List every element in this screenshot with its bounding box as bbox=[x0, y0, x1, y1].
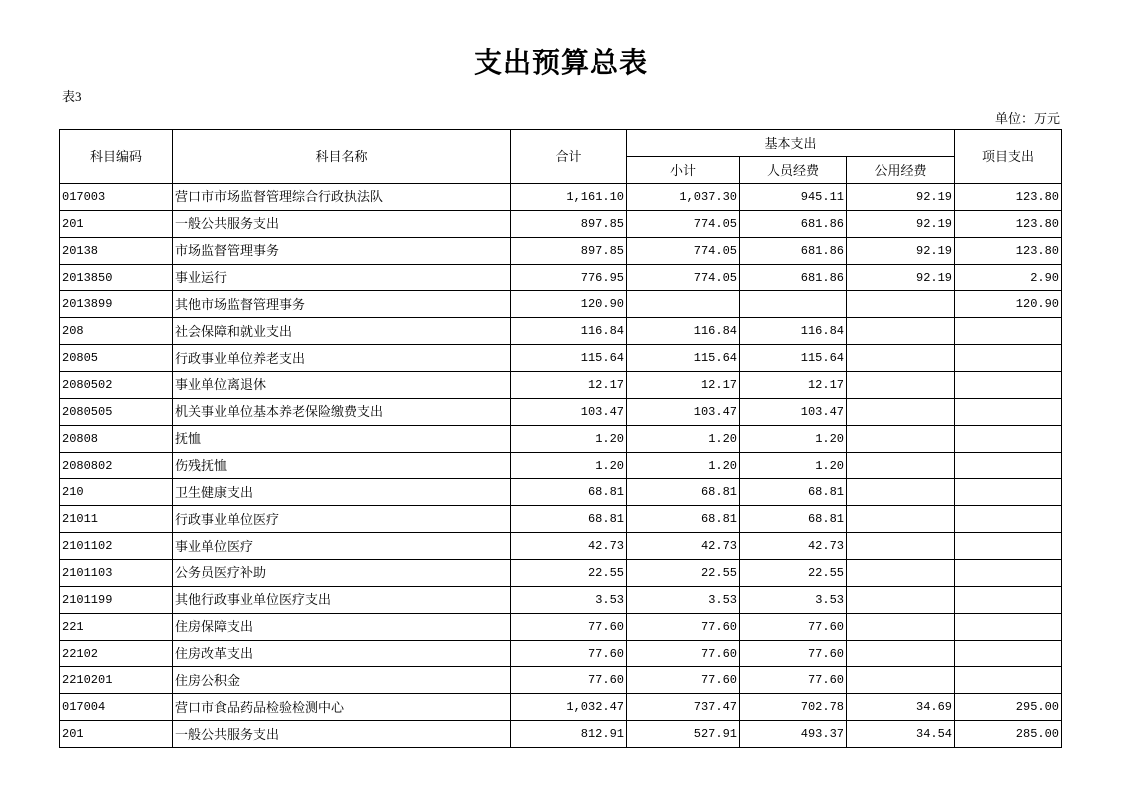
table-row bbox=[60, 694, 1062, 721]
public-cost-value bbox=[847, 613, 955, 640]
project-expense-value bbox=[955, 479, 1062, 506]
project-expense-value bbox=[955, 586, 1062, 613]
total-value: 68.81 bbox=[511, 506, 627, 533]
table-row bbox=[60, 318, 1062, 345]
project-expense-value bbox=[955, 372, 1062, 399]
total-value: 103.47 bbox=[511, 398, 627, 425]
table-row bbox=[60, 291, 1062, 318]
personnel-cost-value: 22.55 bbox=[740, 560, 847, 587]
public-cost-value bbox=[847, 479, 955, 506]
project-expense-value: 295.00 bbox=[955, 694, 1062, 721]
subject-code: 208 bbox=[60, 318, 173, 345]
project-expense-value bbox=[955, 613, 1062, 640]
total-value: 77.60 bbox=[511, 667, 627, 694]
personnel-cost-value: 68.81 bbox=[740, 506, 847, 533]
personnel-cost-value: 681.86 bbox=[740, 264, 847, 291]
project-expense-value: 120.90 bbox=[955, 291, 1062, 318]
personnel-cost-value: 3.53 bbox=[740, 586, 847, 613]
subject-code: 210 bbox=[60, 479, 173, 506]
public-cost-value bbox=[847, 425, 955, 452]
table-row bbox=[60, 264, 1062, 291]
subject-name: 事业运行 bbox=[173, 264, 511, 291]
total-value: 3.53 bbox=[511, 586, 627, 613]
subject-name: 卫生健康支出 bbox=[173, 479, 511, 506]
project-expense-value bbox=[955, 345, 1062, 372]
personnel-cost-value: 115.64 bbox=[740, 345, 847, 372]
personnel-cost-value: 1.20 bbox=[740, 452, 847, 479]
public-cost-value bbox=[847, 398, 955, 425]
table-row bbox=[60, 640, 1062, 667]
table-row bbox=[60, 372, 1062, 399]
basic-subtotal-value: 527.91 bbox=[627, 721, 740, 748]
project-expense-value: 123.80 bbox=[955, 184, 1062, 211]
public-cost-value: 92.19 bbox=[847, 264, 955, 291]
subject-code: 2101103 bbox=[60, 560, 173, 587]
public-cost-value bbox=[847, 372, 955, 399]
subject-code: 201 bbox=[60, 210, 173, 237]
public-cost-value bbox=[847, 533, 955, 560]
total-value: 1,032.47 bbox=[511, 694, 627, 721]
project-expense-value: 123.80 bbox=[955, 210, 1062, 237]
personnel-cost-value: 681.86 bbox=[740, 237, 847, 264]
project-expense-value bbox=[955, 425, 1062, 452]
basic-subtotal-value bbox=[627, 291, 740, 318]
project-expense-value bbox=[955, 560, 1062, 587]
subject-code: 2210201 bbox=[60, 667, 173, 694]
subject-code: 22102 bbox=[60, 640, 173, 667]
subject-name: 住房改革支出 bbox=[173, 640, 511, 667]
header-row bbox=[60, 130, 1062, 157]
table-row bbox=[60, 452, 1062, 479]
subject-code: 2080802 bbox=[60, 452, 173, 479]
basic-subtotal-value: 42.73 bbox=[627, 533, 740, 560]
project-expense-value: 285.00 bbox=[955, 721, 1062, 748]
public-cost-value bbox=[847, 586, 955, 613]
subject-name: 行政事业单位养老支出 bbox=[173, 345, 511, 372]
total-value: 22.55 bbox=[511, 560, 627, 587]
personnel-cost-value: 945.11 bbox=[740, 184, 847, 211]
personnel-cost-value: 42.73 bbox=[740, 533, 847, 560]
total-value: 1.20 bbox=[511, 425, 627, 452]
total-value: 115.64 bbox=[511, 345, 627, 372]
subject-code: 20808 bbox=[60, 425, 173, 452]
basic-subtotal-value: 115.64 bbox=[627, 345, 740, 372]
total-value: 116.84 bbox=[511, 318, 627, 345]
basic-subtotal-value: 1,037.30 bbox=[627, 184, 740, 211]
total-value: 897.85 bbox=[511, 237, 627, 264]
personnel-cost-value: 77.60 bbox=[740, 667, 847, 694]
basic-subtotal-value: 77.60 bbox=[627, 640, 740, 667]
table-row bbox=[60, 184, 1062, 211]
subject-name: 住房公积金 bbox=[173, 667, 511, 694]
subject-name: 事业单位医疗 bbox=[173, 533, 511, 560]
public-cost-value: 92.19 bbox=[847, 184, 955, 211]
basic-subtotal-value: 116.84 bbox=[627, 318, 740, 345]
page-title: 支出预算总表 bbox=[473, 48, 648, 79]
subject-code: 21011 bbox=[60, 506, 173, 533]
public-cost-value bbox=[847, 667, 955, 694]
subject-name: 伤残抚恤 bbox=[173, 452, 511, 479]
total-value: 12.17 bbox=[511, 372, 627, 399]
subject-name: 营口市食品药品检验检测中心 bbox=[173, 694, 511, 721]
total-value: 77.60 bbox=[511, 640, 627, 667]
subject-name: 其他市场监督管理事务 bbox=[173, 291, 511, 318]
subject-code: 201 bbox=[60, 721, 173, 748]
table-row bbox=[60, 560, 1062, 587]
total-value: 42.73 bbox=[511, 533, 627, 560]
public-cost-value: 92.19 bbox=[847, 237, 955, 264]
project-expense-value bbox=[955, 452, 1062, 479]
basic-subtotal-value: 77.60 bbox=[627, 667, 740, 694]
public-cost-value: 34.54 bbox=[847, 721, 955, 748]
basic-subtotal-value: 1.20 bbox=[627, 425, 740, 452]
table-row bbox=[60, 479, 1062, 506]
total-value: 1,161.10 bbox=[511, 184, 627, 211]
table-header bbox=[60, 130, 1062, 184]
header-total: 合计 bbox=[511, 130, 627, 184]
subject-code: 2013850 bbox=[60, 264, 173, 291]
subject-name: 一般公共服务支出 bbox=[173, 210, 511, 237]
table-row bbox=[60, 506, 1062, 533]
subject-code: 017004 bbox=[60, 694, 173, 721]
subject-name: 机关事业单位基本养老保险缴费支出 bbox=[173, 398, 511, 425]
table-body bbox=[60, 184, 1062, 748]
table-row bbox=[60, 237, 1062, 264]
personnel-cost-value bbox=[740, 291, 847, 318]
basic-subtotal-value: 12.17 bbox=[627, 372, 740, 399]
header-subject-code: 科目编码 bbox=[60, 130, 173, 184]
table-row bbox=[60, 613, 1062, 640]
subject-name: 公务员医疗补助 bbox=[173, 560, 511, 587]
subject-code: 017003 bbox=[60, 184, 173, 211]
subject-code: 20138 bbox=[60, 237, 173, 264]
personnel-cost-value: 68.81 bbox=[740, 479, 847, 506]
personnel-cost-value: 77.60 bbox=[740, 613, 847, 640]
table-row bbox=[60, 667, 1062, 694]
basic-subtotal-value: 68.81 bbox=[627, 506, 740, 533]
personnel-cost-value: 1.20 bbox=[740, 425, 847, 452]
personnel-cost-value: 12.17 bbox=[740, 372, 847, 399]
public-cost-value bbox=[847, 318, 955, 345]
subject-name: 社会保障和就业支出 bbox=[173, 318, 511, 345]
subject-code: 221 bbox=[60, 613, 173, 640]
project-expense-value bbox=[955, 398, 1062, 425]
subject-name: 抚恤 bbox=[173, 425, 511, 452]
personnel-cost-value: 702.78 bbox=[740, 694, 847, 721]
header-basic-expense: 基本支出 bbox=[627, 130, 955, 157]
project-expense-value: 123.80 bbox=[955, 237, 1062, 264]
personnel-cost-value: 116.84 bbox=[740, 318, 847, 345]
personnel-cost-value: 77.60 bbox=[740, 640, 847, 667]
header-public-cost: 公用经费 bbox=[847, 157, 955, 184]
total-value: 1.20 bbox=[511, 452, 627, 479]
public-cost-value bbox=[847, 506, 955, 533]
total-value: 68.81 bbox=[511, 479, 627, 506]
budget-table bbox=[59, 129, 1062, 748]
basic-subtotal-value: 774.05 bbox=[627, 264, 740, 291]
total-value: 812.91 bbox=[511, 721, 627, 748]
basic-subtotal-value: 22.55 bbox=[627, 560, 740, 587]
subject-code: 2101199 bbox=[60, 586, 173, 613]
project-expense-value bbox=[955, 667, 1062, 694]
table-row bbox=[60, 398, 1062, 425]
public-cost-value: 34.69 bbox=[847, 694, 955, 721]
public-cost-value bbox=[847, 640, 955, 667]
total-value: 120.90 bbox=[511, 291, 627, 318]
project-expense-value bbox=[955, 318, 1062, 345]
public-cost-value bbox=[847, 345, 955, 372]
subject-name: 事业单位离退休 bbox=[173, 372, 511, 399]
table-row bbox=[60, 721, 1062, 748]
subject-name: 其他行政事业单位医疗支出 bbox=[173, 586, 511, 613]
personnel-cost-value: 681.86 bbox=[740, 210, 847, 237]
basic-subtotal-value: 3.53 bbox=[627, 586, 740, 613]
subject-name: 住房保障支出 bbox=[173, 613, 511, 640]
subject-name: 一般公共服务支出 bbox=[173, 721, 511, 748]
header-basic-subtotal: 小计 bbox=[627, 157, 740, 184]
header-subject-name: 科目名称 bbox=[173, 130, 511, 184]
table-row bbox=[60, 345, 1062, 372]
basic-subtotal-value: 103.47 bbox=[627, 398, 740, 425]
subject-name: 市场监督管理事务 bbox=[173, 237, 511, 264]
public-cost-value bbox=[847, 291, 955, 318]
public-cost-value bbox=[847, 452, 955, 479]
basic-subtotal-value: 774.05 bbox=[627, 210, 740, 237]
unit-label: 单位：万元 bbox=[994, 111, 1060, 126]
public-cost-value: 92.19 bbox=[847, 210, 955, 237]
basic-subtotal-value: 737.47 bbox=[627, 694, 740, 721]
basic-subtotal-value: 1.20 bbox=[627, 452, 740, 479]
table-label: 表3 bbox=[62, 89, 82, 104]
subject-name: 营口市市场监督管理综合行政执法队 bbox=[173, 184, 511, 211]
total-value: 77.60 bbox=[511, 613, 627, 640]
total-value: 776.95 bbox=[511, 264, 627, 291]
subject-code: 2101102 bbox=[60, 533, 173, 560]
subject-code: 20805 bbox=[60, 345, 173, 372]
basic-subtotal-value: 68.81 bbox=[627, 479, 740, 506]
project-expense-value bbox=[955, 640, 1062, 667]
subject-name: 行政事业单位医疗 bbox=[173, 506, 511, 533]
table-row bbox=[60, 586, 1062, 613]
public-cost-value bbox=[847, 560, 955, 587]
project-expense-value bbox=[955, 506, 1062, 533]
project-expense-value: 2.90 bbox=[955, 264, 1062, 291]
table-row bbox=[60, 210, 1062, 237]
header-project-expense: 项目支出 bbox=[955, 130, 1062, 184]
project-expense-value bbox=[955, 533, 1062, 560]
total-value: 897.85 bbox=[511, 210, 627, 237]
basic-subtotal-value: 774.05 bbox=[627, 237, 740, 264]
personnel-cost-value: 493.37 bbox=[740, 721, 847, 748]
header-personnel-cost: 人员经费 bbox=[740, 157, 847, 184]
subject-code: 2080502 bbox=[60, 372, 173, 399]
subject-code: 2080505 bbox=[60, 398, 173, 425]
table-row bbox=[60, 425, 1062, 452]
table-row bbox=[60, 533, 1062, 560]
personnel-cost-value: 103.47 bbox=[740, 398, 847, 425]
basic-subtotal-value: 77.60 bbox=[627, 613, 740, 640]
subject-code: 2013899 bbox=[60, 291, 173, 318]
